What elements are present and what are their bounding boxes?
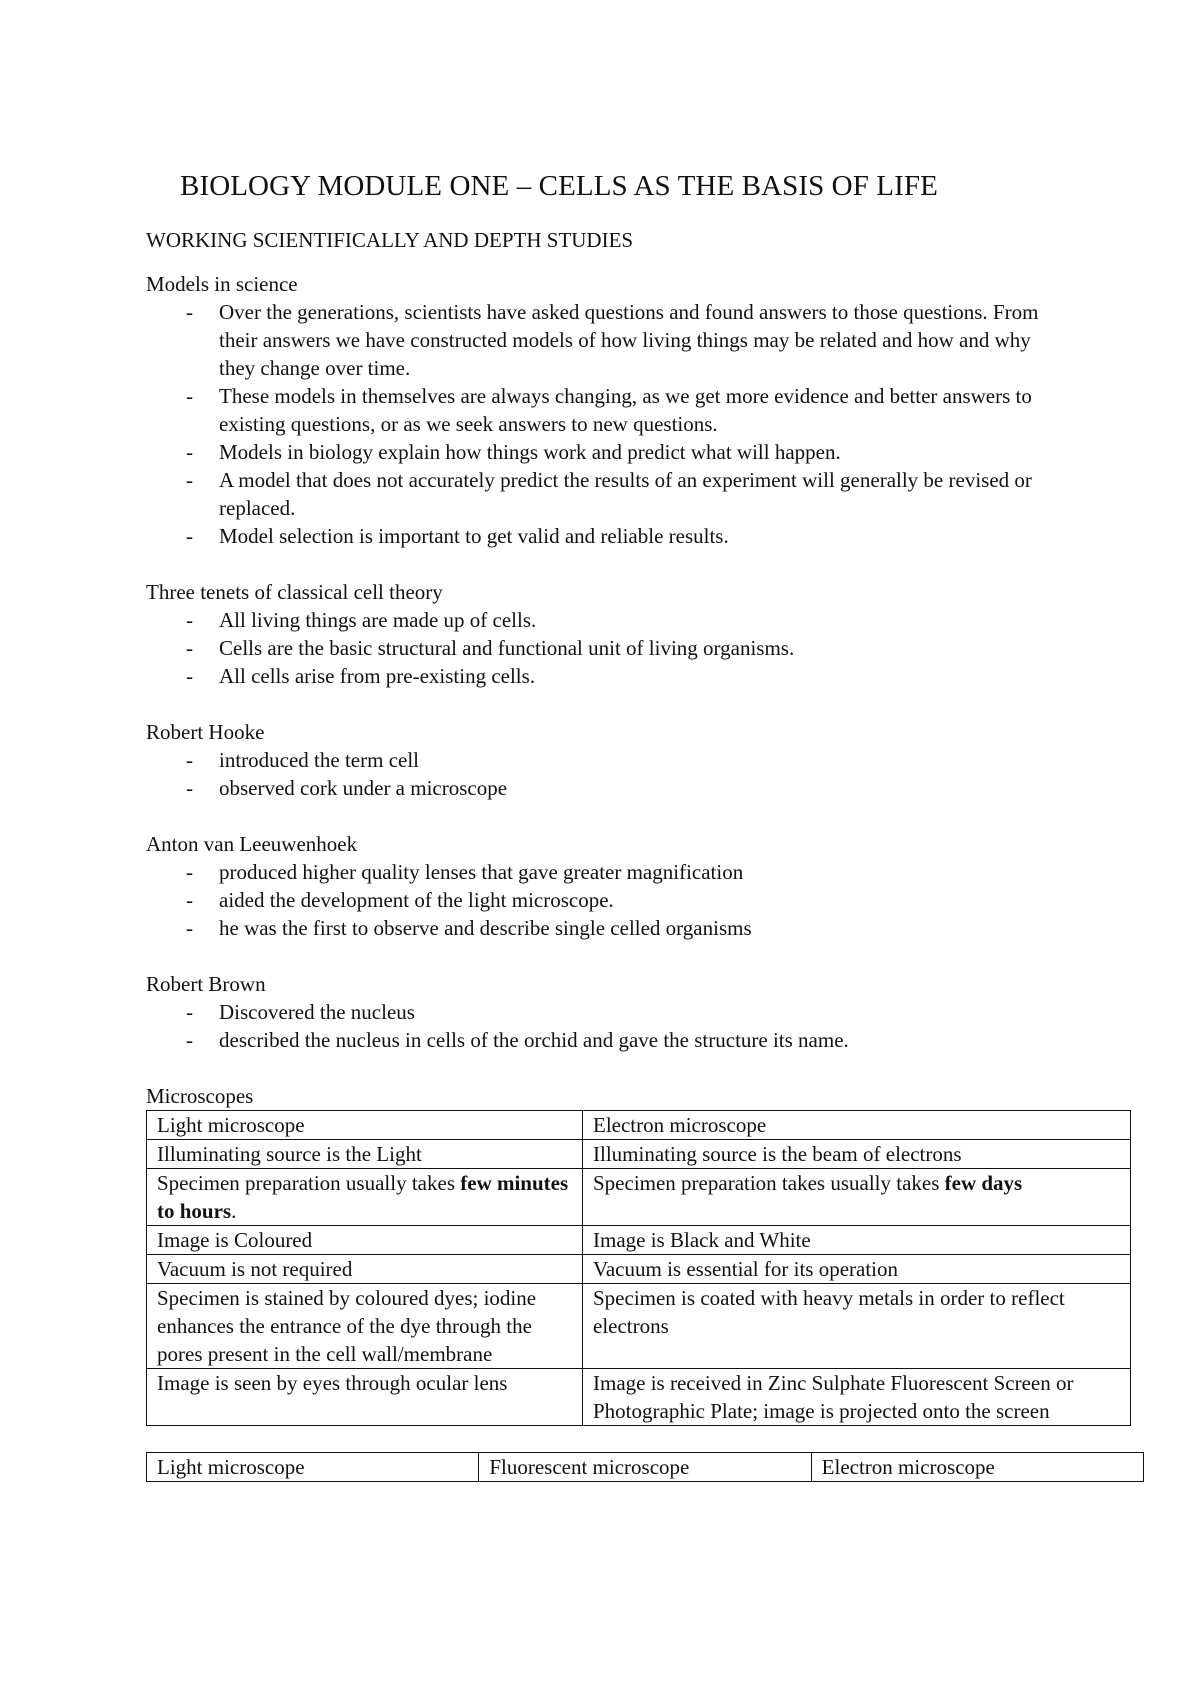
bullet-list [146, 858, 1136, 942]
header-cell-light: Light microscope [147, 1111, 583, 1140]
list-item-text: Model selection is important to get valid and reliable results. [219, 524, 729, 548]
page-title: BIOLOGY MODULE ONE – CELLS AS THE BASIS OF LIFE [180, 170, 938, 202]
notes-section [146, 578, 1136, 690]
table-row [147, 1453, 1144, 1482]
dash-bullet-icon: - [186, 916, 193, 940]
list-item [146, 522, 1066, 550]
bullet-list [146, 606, 1136, 690]
dash-bullet-icon: - [186, 664, 193, 688]
list-item [146, 886, 1066, 914]
list-item-text: These models in themselves are always changing, as we get more evidence and better answers to existing questions, or as we seek answers to new questions. [219, 384, 1032, 436]
microscopes-caption: Microscopes [146, 1084, 254, 1108]
dash-bullet-icon: - [186, 776, 193, 800]
list-item [146, 382, 1066, 438]
cell-electron: Image is received in Zinc Sulphate Fluorescent Screen or Photographic Plate; image is projected onto the screen [583, 1369, 1131, 1426]
table-row [147, 1226, 1131, 1255]
cell-light: Vacuum is not required [147, 1255, 583, 1284]
cell-electron: Image is Black and White [583, 1226, 1131, 1255]
table-row [147, 1169, 1131, 1226]
dash-bullet-icon: - [186, 608, 193, 632]
list-item [146, 466, 1066, 522]
list-item-text: Discovered the nucleus [219, 1000, 415, 1024]
cell-text: . [231, 1199, 237, 1223]
bullet-list [146, 298, 1136, 550]
cell-electron: Illuminating source is the beam of electrons [583, 1140, 1131, 1169]
list-item [146, 1026, 1066, 1054]
section-title: Robert Brown [146, 972, 266, 996]
notes-section [146, 718, 1136, 802]
list-item-text: he was the first to observe and describe single celled organisms [219, 916, 752, 940]
list-item-text: described the nucleus in cells of the orchid and gave the structure its name. [219, 1028, 849, 1052]
table-row [147, 1284, 1131, 1369]
list-item-text: aided the development of the light microscope. [219, 888, 614, 912]
cell-light: Image is Coloured [147, 1226, 583, 1255]
dash-bullet-icon: - [186, 860, 193, 884]
list-item [146, 858, 1066, 886]
cell-emphasis: few days [944, 1171, 1023, 1195]
dash-bullet-icon: - [186, 468, 193, 492]
list-item-text: Over the generations, scientists have asked questions and found answers to those questions. From their answers we have constructed models of how living things may be related and how and why they change over time. [219, 300, 1039, 380]
list-item [146, 998, 1066, 1026]
section-heading: WORKING SCIENTIFICALLY AND DEPTH STUDIES [146, 228, 634, 252]
list-item [146, 606, 1066, 634]
list-item-text: introduced the term cell [219, 748, 420, 772]
cell-fluorescent-microscope: Fluorescent microscope [479, 1453, 811, 1482]
section-title: Anton van Leeuwenhoek [146, 832, 358, 856]
section-title: Robert Hooke [146, 720, 265, 744]
section-title: Three tenets of classical cell theory [146, 580, 443, 604]
dash-bullet-icon: - [186, 748, 193, 772]
microscope-types-table [146, 1452, 1144, 1482]
table-row [147, 1140, 1131, 1169]
cell-text: Specimen preparation usually takes [157, 1171, 461, 1195]
dash-bullet-icon: - [186, 440, 193, 464]
list-item [146, 774, 1066, 802]
cell-light: Specimen is stained by coloured dyes; iodine enhances the entrance of the dye through the pores present in the cell wall/membrane [147, 1284, 583, 1369]
table-row [147, 1255, 1131, 1284]
list-item [146, 662, 1066, 690]
notes-sections [146, 270, 1136, 1054]
notes-section [146, 830, 1136, 942]
list-item-text: Models in biology explain how things work and predict what will happen. [219, 440, 841, 464]
bullet-list [146, 998, 1136, 1054]
list-item-text: observed cork under a microscope [219, 776, 508, 800]
dash-bullet-icon: - [186, 300, 193, 324]
cell-light: Illuminating source is the Light [147, 1140, 583, 1169]
list-item-text: All cells arise from pre-existing cells. [219, 664, 536, 688]
list-item-text: A model that does not accurately predict the results of an experiment will generally be revised or replaced. [219, 468, 1032, 520]
dash-bullet-icon: - [186, 1028, 193, 1052]
cell-light [147, 1169, 583, 1226]
table-header-row [147, 1111, 1131, 1140]
cell-emphasis: few minutes to hours [157, 1171, 569, 1223]
cell-electron: Vacuum is essential for its operation [583, 1255, 1131, 1284]
list-item [146, 634, 1066, 662]
list-item [146, 298, 1066, 382]
list-item [146, 914, 1066, 942]
list-item [146, 438, 1066, 466]
list-item-text: All living things are made up of cells. [219, 608, 537, 632]
table-row [147, 1369, 1131, 1426]
cell-light-microscope: Light microscope [147, 1453, 479, 1482]
dash-bullet-icon: - [186, 888, 193, 912]
header-cell-electron: Electron microscope [583, 1111, 1131, 1140]
list-item-text: Cells are the basic structural and functional unit of living organisms. [219, 636, 795, 660]
dash-bullet-icon: - [186, 384, 193, 408]
cell-electron-microscope: Electron microscope [811, 1453, 1143, 1482]
cell-electron: Specimen is coated with heavy metals in order to reflect electrons [583, 1284, 1131, 1369]
cell-text: Specimen preparation takes usually takes [593, 1171, 945, 1195]
bullet-list [146, 746, 1136, 802]
dash-bullet-icon: - [186, 524, 193, 548]
list-item [146, 746, 1066, 774]
dash-bullet-icon: - [186, 1000, 193, 1024]
document-content [146, 168, 1136, 1482]
list-item-text: produced higher quality lenses that gave greater magnification [219, 860, 744, 884]
cell-electron [583, 1169, 1131, 1226]
dash-bullet-icon: - [186, 636, 193, 660]
notes-section [146, 270, 1136, 550]
notes-section [146, 970, 1136, 1054]
microscope-comparison-table [146, 1110, 1131, 1426]
cell-light: Image is seen by eyes through ocular lens [147, 1369, 583, 1426]
section-title: Models in science [146, 272, 298, 296]
